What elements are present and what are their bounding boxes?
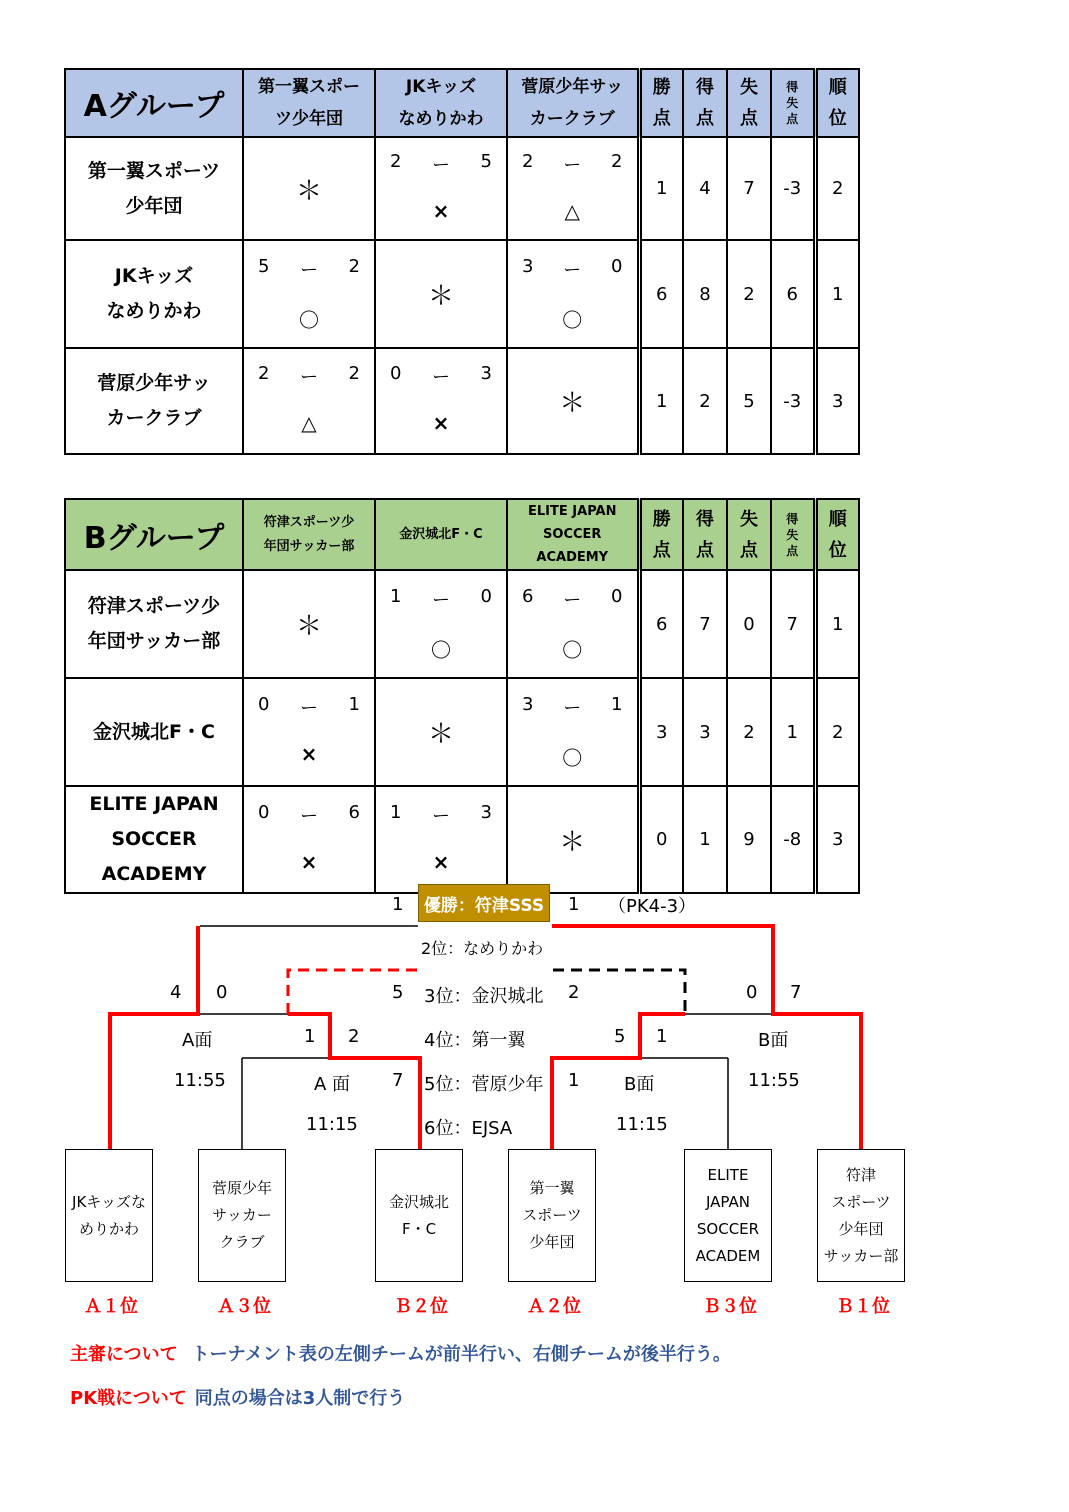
bracket-team-box: ELITE JAPAN SOCCER ACADEM (684, 1149, 772, 1282)
match-cell: × 0 ー 3 (375, 348, 507, 454)
semi-b-right-score: 7 (790, 982, 802, 1003)
group-a-col-goals-against: 失 点 (727, 69, 771, 137)
referee-note-label: 主審について (70, 1344, 178, 1365)
group-a-col-goals-for: 得 点 (683, 69, 727, 137)
group-b-title: Bグループ (65, 499, 243, 570)
match-cell: 〇 3 ー 1 (507, 678, 639, 786)
goal-diff-cell: -3 (771, 137, 815, 240)
place-3rd: 3位：金沢城北 (424, 986, 544, 1007)
referee-note (70, 1340, 731, 1366)
bracket-team-box: 第一翼 スポーツ 少年団 (508, 1149, 596, 1282)
group-b-col-goals-against: 失 点 (727, 499, 771, 570)
fifth-place-left-score: 7 (392, 1070, 404, 1091)
pk-note (70, 1384, 405, 1410)
group-b-col-points: 勝 点 (639, 499, 683, 570)
rank-cell: 2 (815, 137, 859, 240)
match-cell: ＊ (243, 570, 375, 678)
rank-cell: 3 (815, 786, 859, 893)
place-2nd: 2位：なめりかわ (421, 939, 544, 958)
bracket-team-box: JKキッズな めりかわ (65, 1149, 153, 1282)
points-cell: 6 (639, 570, 683, 678)
match-cell: × 0 ー 6 (243, 786, 375, 893)
group-a-row-team: 菅原少年サッ カークラブ (65, 348, 243, 454)
goals-against-cell: 0 (727, 570, 771, 678)
group-b-row-team: 符津スポーツ少 年団サッカー部 (65, 570, 243, 678)
group-b-row-team: ELITE JAPAN SOCCER ACADEMY (65, 786, 243, 893)
place-4th: 4位：第一翼 (424, 1030, 526, 1051)
points-cell: 3 (639, 678, 683, 786)
qf-a-left-score: 1 (304, 1026, 316, 1047)
goals-for-cell: 8 (683, 240, 727, 348)
rank-cell: 1 (815, 570, 859, 678)
qf-b-left-score: 5 (614, 1026, 626, 1047)
rank-cell: 3 (815, 348, 859, 454)
group-a-col-rank: 順 位 (815, 69, 859, 137)
semi-a-time: 11:55 (174, 1070, 226, 1091)
referee-note-text: トーナメント表の左側チームが前半行い、右側チームが後半行う。 (191, 1344, 731, 1365)
group-a-col-team-3: 菅原少年サッ カークラブ (507, 69, 639, 137)
final-left-score: 1 (392, 894, 404, 915)
goals-for-cell: 3 (683, 678, 727, 786)
seed-label: Ａ３位 (217, 1296, 271, 1317)
pk-note-label: PK戦について (70, 1388, 187, 1409)
group-a-col-goal-diff: 得 失 点 (771, 69, 815, 137)
group-b-row-team: 金沢城北F・C (65, 678, 243, 786)
points-cell: 1 (639, 137, 683, 240)
goals-against-cell: 7 (727, 137, 771, 240)
goal-diff-cell: 7 (771, 570, 815, 678)
semi-a-court: A面 (182, 1030, 213, 1051)
goal-diff-cell: 6 (771, 240, 815, 348)
seed-label: Ｂ２位 (394, 1296, 448, 1317)
qf-b-court: B面 (624, 1074, 655, 1095)
goal-diff-cell: -3 (771, 348, 815, 454)
goals-against-cell: 2 (727, 678, 771, 786)
points-cell: 0 (639, 786, 683, 893)
group-a-col-team-2: JKキッズ なめりかわ (375, 69, 507, 137)
match-cell: 〇 1 ー 0 (375, 570, 507, 678)
semi-b-left-score: 0 (746, 982, 758, 1003)
group-a-col-team-1: 第一翼スポー ツ少年団 (243, 69, 375, 137)
final-pk-result: （PK4-3） (608, 896, 697, 917)
bracket-team-box: 菅原少年 サッカー クラブ (198, 1149, 286, 1282)
goals-for-cell: 7 (683, 570, 727, 678)
final-right-score: 1 (568, 894, 580, 915)
match-cell: 〇 3 ー 0 (507, 240, 639, 348)
goals-for-cell: 2 (683, 348, 727, 454)
match-cell: ＊ (375, 240, 507, 348)
rank-cell: 2 (815, 678, 859, 786)
group-b-col-team-1: 符津スポーツ少 年団サッカー部 (243, 499, 375, 570)
semi-a-left-score: 4 (170, 982, 182, 1003)
match-cell: △ 2 ー 2 (507, 137, 639, 240)
match-cell: × 1 ー 3 (375, 786, 507, 893)
rank-cell: 1 (815, 240, 859, 348)
seed-label: Ｂ３位 (703, 1296, 757, 1317)
qf-a-court: A 面 (314, 1074, 351, 1095)
match-cell: 〇 5 ー 2 (243, 240, 375, 348)
goals-against-cell: 2 (727, 240, 771, 348)
match-cell: △ 2 ー 2 (243, 348, 375, 454)
qf-a-right-score: 2 (348, 1026, 360, 1047)
group-a-col-points: 勝 点 (639, 69, 683, 137)
fifth-place-right-score: 1 (568, 1070, 580, 1091)
goals-for-cell: 1 (683, 786, 727, 893)
group-a-title: Aグループ (65, 69, 243, 137)
seed-label: Ｂ１位 (836, 1296, 890, 1317)
points-cell: 1 (639, 348, 683, 454)
match-cell: 〇 6 ー 0 (507, 570, 639, 678)
third-place-right-score: 2 (568, 982, 580, 1003)
group-a-row-team: JKキッズ なめりかわ (65, 240, 243, 348)
match-cell: ＊ (507, 786, 639, 893)
match-cell: ＊ (375, 678, 507, 786)
group-b-col-rank: 順 位 (815, 499, 859, 570)
goal-diff-cell: 1 (771, 678, 815, 786)
group-b-col-goals-for: 得 点 (683, 499, 727, 570)
place-6th: 6位：EJSA (424, 1118, 513, 1139)
goals-for-cell: 4 (683, 137, 727, 240)
bracket-team-box: 符津 スポーツ 少年団 サッカー部 (817, 1149, 905, 1282)
seed-label: Ａ２位 (527, 1296, 581, 1317)
semi-b-time: 11:55 (748, 1070, 800, 1091)
match-cell: ＊ (243, 137, 375, 240)
group-b-col-team-3: ELITE JAPAN SOCCER ACADEMY (507, 499, 639, 570)
place-5th: 5位：菅原少年 (424, 1074, 544, 1095)
third-place-left-score: 5 (392, 982, 404, 1003)
match-cell: × 2 ー 5 (375, 137, 507, 240)
bracket-team-box: 金沢城北 F・C (375, 1149, 463, 1282)
match-cell: × 0 ー 1 (243, 678, 375, 786)
semi-a-right-score: 0 (216, 982, 228, 1003)
goals-against-cell: 9 (727, 786, 771, 893)
goals-against-cell: 5 (727, 348, 771, 454)
seed-label: Ａ１位 (84, 1296, 138, 1317)
pk-note-text: 同点の場合は3人制で行う (194, 1388, 406, 1409)
qf-b-time: 11:15 (616, 1114, 668, 1135)
champion-banner: 優勝：符津SSS (418, 884, 550, 922)
semi-b-court: B面 (758, 1030, 789, 1051)
qf-b-right-score: 1 (656, 1026, 668, 1047)
group-b-col-goal-diff: 得 失 点 (771, 499, 815, 570)
group-a-row-team: 第一翼スポーツ 少年団 (65, 137, 243, 240)
qf-a-time: 11:15 (306, 1114, 358, 1135)
match-cell: ＊ (507, 348, 639, 454)
goal-diff-cell: -8 (771, 786, 815, 893)
group-b-col-team-2: 金沢城北F・C (375, 499, 507, 570)
points-cell: 6 (639, 240, 683, 348)
